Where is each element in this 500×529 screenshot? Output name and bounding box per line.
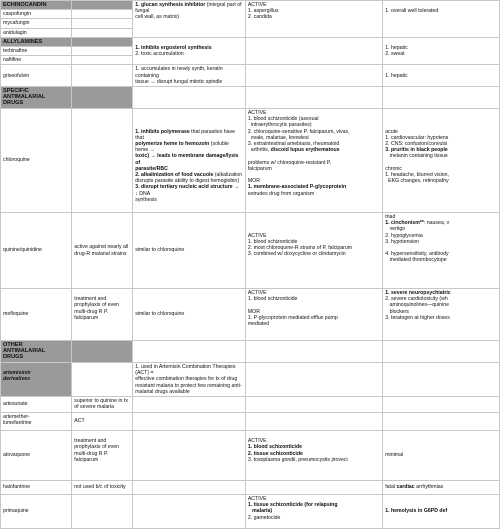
drug-name: terbinafine	[1, 47, 72, 56]
drug-name: artemisinin derivatives	[1, 363, 72, 397]
activity-cell: ACTIVE 1. blood schizonticide MOR 1. P-glycoprotein mediated efflux pump mediated	[245, 289, 382, 341]
use-cell: superior to quinine in tx of severe malaria	[72, 397, 133, 413]
toxicity-cell: 1. hemolysis in G6PD def	[383, 495, 500, 529]
toxicity-cell: 1. hepatic 2. sweat	[383, 37, 500, 65]
drug-name: anidulagin	[1, 28, 72, 37]
table-row	[1, 413, 500, 431]
activity-cell: ACTIVE 1. blood schizonticide (asexual intraerythrocytic parasites) 2. chloroquine-sensitive P. falciparum, vivax, ovale, malariae, knowlesi 3. extraintestinal amebiasis, rheumatoid arthritis, discoid lupus erythematous problems w/ chloroquine-resistant P. falciparum MOR 1. membrane-associated P-glycoprotein extrudes drug from organism	[245, 109, 382, 213]
section-title: ECHINOCANDIN	[1, 1, 72, 10]
drug-name: artemether- lumefantrine	[1, 413, 72, 431]
drug-name: atovaquone	[1, 431, 72, 481]
section-header-echinocandin	[1, 1, 500, 10]
section-title: SPECIFIC ANTIMALARIAL DRUGS	[1, 87, 72, 109]
drug-name: quinine/quinidine	[1, 213, 72, 289]
drug-name: griseofulvin	[1, 65, 72, 87]
mechanism-cell: similar to chloroquine	[133, 289, 246, 341]
toxicity-cell: acute 1. cardiovascular: hypotens 2. CNS: confusion/convulsi 3. pruritis in black people melanin containing tissue chronic 1. headache, blurred vision, EKG changes, retinopathy	[383, 109, 500, 213]
activity-cell: ACTIVE 1. tissue schizonticide (for relapsing malaria) 2. gametocide	[245, 495, 382, 529]
drug-name: mefloquine	[1, 289, 72, 341]
toxicity-cell: triad 1. cinchonism**: nausea, v vertigo 2. hypoglycemia 3. hypotension 4. hypersensitivity, antibody mediated thrombocytope	[383, 213, 500, 289]
drug-name: caspofungin	[1, 10, 72, 19]
drug-name: primaquine	[1, 495, 72, 529]
table-row	[1, 431, 500, 481]
mechanism-cell: similar to chloroquine	[133, 213, 246, 289]
section-title: ALLYLAMINES	[1, 37, 72, 46]
drug-name: artesunate	[1, 397, 72, 413]
use-cell: treatment and prophylaxis of even multi-drug R P. falciparum	[72, 289, 133, 341]
toxicity-cell: 1. overall well tolerated	[383, 1, 500, 38]
mechanism-cell: 1. accumulates in newly synth, keratin containing tissue → disrupt fungal mitotic spindle	[133, 65, 246, 87]
table-row	[1, 481, 500, 495]
mechanism-cell: 1. inhibits polymerase that parasites have that polymerize heme to hemozoin (soluble heme → toxic) → leads to membrane damage/lysis of parasite/RBC 2. alkalinization of food vacuole (alkalization disrupts parasite ability to digest hemoglobin) 3. disrupt tertiary nucleic acid structure → ↓ DNA synthesis	[133, 109, 246, 213]
activity-cell: ACTIVE 1. blood schizonticide 2. tissue schizonticide 3. toxoplasma gondii, pneumocystis jiroveci	[245, 431, 382, 481]
table-row	[1, 363, 500, 397]
toxicity-cell: fatal cardiac arrhythmias	[383, 481, 500, 495]
mechanism-cell: 1. inhibits ergosterol synthesis 2. toxic accumulation	[133, 37, 246, 65]
drug-name: halofantrine	[1, 481, 72, 495]
mechanism-cell: 1. used in Artemisin Combination Therapies (ACT) = effective combination therapies for tx of drug resistant malaria to protect few remaining anti- malarial drugs available	[133, 363, 246, 397]
toxicity-cell: minimal	[383, 431, 500, 481]
table-row	[1, 65, 500, 87]
mechanism-cell: 1. glucan synthesis inhibitor (integral part of fungal cell wall, as matrix)	[133, 1, 246, 38]
activity-cell: ACTIVE 1. aspergillus 2. candida	[245, 1, 382, 38]
use-cell: treatment and prophylaxis of even multi-drug R P. falciparum	[72, 431, 133, 481]
section-header-allylamines	[1, 37, 500, 46]
table-row	[1, 109, 500, 213]
table-row	[1, 397, 500, 413]
use-cell: active against nearly all drug-R malarial strains	[72, 213, 133, 289]
drug-name: mycafungin	[1, 19, 72, 28]
use-cell: not used b/c of toxicity	[72, 481, 133, 495]
drug-name: chloroquine	[1, 109, 72, 213]
table-row	[1, 213, 500, 289]
section-header-other	[1, 341, 500, 363]
activity-cell: ACTIVE 1. blood schizonticide 2. most chloroquine-R strains of P. falciparum 3. combined w/ doxycycline or clindamycin	[245, 213, 382, 289]
drug-name: naftifine	[1, 56, 72, 65]
toxicity-cell: 1. severe neuropsychiatric 2. severe cardiotoxicity (wh aminoquinolines—quinine blockers 3. teratogen at higher doses	[383, 289, 500, 341]
table-row	[1, 289, 500, 341]
use-cell: ACT	[72, 413, 133, 431]
section-header-specific	[1, 87, 500, 109]
section-title: OTHER ANTIMALARIAL DRUGS	[1, 341, 72, 363]
toxicity-cell: 1. hepatic	[383, 65, 500, 87]
